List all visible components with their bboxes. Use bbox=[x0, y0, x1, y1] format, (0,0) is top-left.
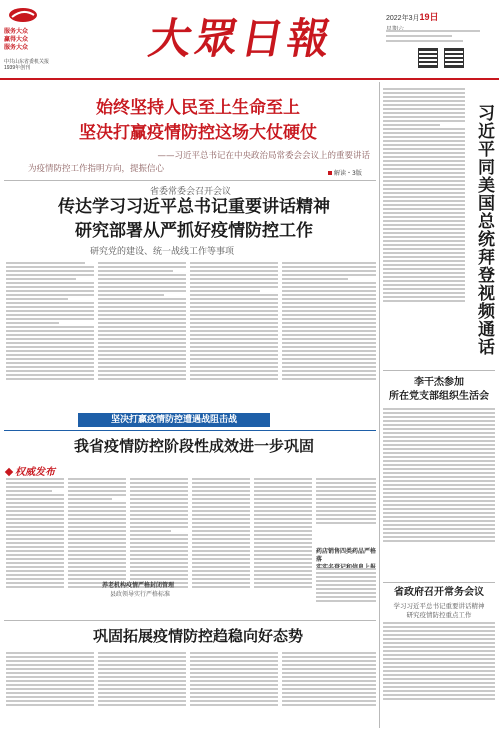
gov-subhead-1: 学习习近平总书记重要讲话精神 bbox=[393, 602, 485, 610]
lead-headline-1: 始终坚持人民至上生命至上 bbox=[96, 98, 300, 118]
divider bbox=[4, 620, 376, 621]
divider bbox=[4, 430, 376, 431]
progress-headline: 我省疫情防控阶段性成效进一步巩固 bbox=[73, 437, 314, 455]
authority-tag bbox=[6, 460, 76, 478]
publisher-info bbox=[4, 59, 49, 71]
body-text-column bbox=[282, 652, 376, 726]
masthead-contact bbox=[386, 30, 496, 58]
body-text-column bbox=[254, 478, 312, 616]
divider bbox=[383, 370, 495, 371]
li-headline-2: 所在党支部组织生活会 bbox=[389, 391, 489, 402]
li-headline-1: 李干杰参加 bbox=[414, 377, 464, 388]
body-text-column bbox=[316, 478, 376, 540]
inner-box-subtitle: 县政领导实行严格标准 bbox=[109, 591, 170, 598]
body-text-column bbox=[282, 262, 376, 410]
founded: 1939年创刊 bbox=[4, 65, 31, 71]
vertical-headline: 习近平同美国总统拜登视频通话 bbox=[474, 104, 494, 356]
authority-tag-label: 权威发布 bbox=[15, 467, 55, 478]
gov-subhead-2: 研究疫情防控重点工作 bbox=[406, 611, 472, 619]
body-text-column bbox=[192, 478, 250, 616]
consolidate-headline: 巩固拓展疫情防控趋稳向好态势 bbox=[92, 627, 303, 645]
gov-headline: 省政府召开常务会议 bbox=[394, 587, 484, 598]
lead-byline bbox=[328, 168, 362, 177]
date-prefix: 2022年3月 bbox=[386, 15, 420, 22]
column-separator bbox=[379, 82, 380, 728]
newspaper-logo-icon bbox=[8, 6, 38, 24]
meeting-headline-2: 研究部署从严抓好疫情防控工作 bbox=[75, 221, 313, 241]
body-text-column bbox=[6, 262, 94, 410]
section-banner: 坚决打赢疫情防控遭遇战阻击战 bbox=[78, 413, 270, 427]
lead-byline-text: 解读・3版 bbox=[334, 170, 362, 177]
divider bbox=[4, 180, 376, 181]
tag-icon bbox=[5, 468, 13, 476]
body-text-column bbox=[98, 262, 186, 410]
inner-box-title: 养老机构疫情严格封闭管理 bbox=[101, 582, 174, 589]
side-box-title-1: 药店销售四类药品严格落 bbox=[316, 548, 377, 563]
newspaper-title: 大眾日報 bbox=[145, 14, 338, 63]
meeting-subhead: 研究党的建设、统一战线工作等事项 bbox=[90, 247, 235, 257]
divider bbox=[383, 582, 495, 583]
lead-subhead-1: ——习近平总书记在中央政治局常委会会议上的重要讲话 bbox=[157, 151, 370, 161]
body-text-column bbox=[6, 478, 64, 616]
body-text-column bbox=[6, 652, 94, 726]
body-text-column bbox=[98, 652, 186, 726]
publisher: 中共山东省委机关报 bbox=[4, 59, 50, 65]
lead-subhead-2: 为疫情防控工作指明方向，提振信心 bbox=[28, 164, 165, 174]
body-text-column bbox=[383, 622, 495, 726]
meeting-headline-1: 传达学习习近平总书记重要讲话精神 bbox=[58, 197, 330, 217]
slogan-1: 服务大众 bbox=[4, 29, 29, 35]
body-text-column bbox=[190, 262, 278, 410]
masthead-rule bbox=[0, 78, 499, 80]
meeting-kicker: 省委常委会召开会议 bbox=[150, 187, 232, 197]
date-day: 19日 bbox=[419, 12, 439, 22]
lead-headline-2: 坚决打赢疫情防控这场大仗硬仗 bbox=[79, 123, 317, 143]
body-text-column bbox=[383, 88, 465, 360]
body-text-column bbox=[383, 408, 495, 578]
slogan-2: 赢得大众 bbox=[4, 37, 29, 43]
body-text-column bbox=[316, 568, 376, 616]
pointer-icon bbox=[328, 171, 332, 175]
slogans bbox=[4, 28, 28, 52]
body-text-column bbox=[190, 652, 278, 726]
slogan-3: 服务大众 bbox=[4, 45, 29, 51]
